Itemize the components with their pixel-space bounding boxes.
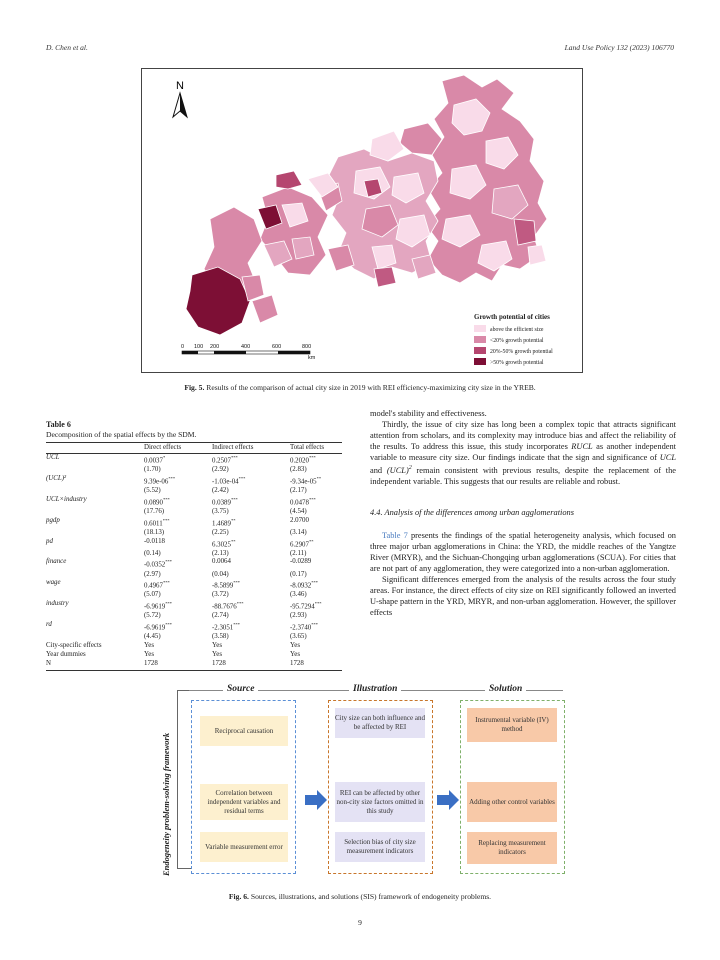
row-variable: industry xyxy=(46,600,69,608)
vertical-label: Endogeneity problem-solving framework xyxy=(161,732,171,876)
table-cell: -2.3051*** xyxy=(212,622,240,632)
table-cell-se: (2.92) xyxy=(212,466,229,474)
legend-label: >50% growth potential xyxy=(490,360,544,366)
fig5-caption xyxy=(60,383,660,392)
source-item: Variable measurement error xyxy=(200,832,288,862)
table-cell: 9.39e-06*** xyxy=(144,475,176,486)
arrow-right-icon xyxy=(305,790,327,810)
table-cell: 0.6011*** xyxy=(144,517,170,527)
table-row-se xyxy=(46,591,342,600)
table-footer-row xyxy=(46,660,342,671)
section-heading: 4.4. Analysis of the differences among urban agglomerations xyxy=(370,508,575,518)
table-cell: -8.5899*** xyxy=(212,580,240,590)
table-cell: -1.03e-04*** xyxy=(212,475,246,486)
table-cell-se: (17.76) xyxy=(144,507,165,515)
table-cell: 1.4689** xyxy=(212,517,236,527)
table-row xyxy=(46,496,342,508)
row-variable: pd xyxy=(46,537,53,545)
table-cell-se: (2.13) xyxy=(212,549,229,557)
paragraph: model's stability and effectiveness. xyxy=(370,409,487,418)
illustration-item: Selection bias of city size measurement indicators xyxy=(335,832,425,862)
table-cell: 0.2020*** xyxy=(290,455,316,465)
table-cell-se: (3.72) xyxy=(212,591,229,599)
table-cell-se: (18.13) xyxy=(144,528,165,536)
table-row-se xyxy=(46,612,342,621)
column-header: Total effects xyxy=(290,443,342,454)
scale-tick: 400 xyxy=(241,344,251,350)
table-cell-se: (4.54) xyxy=(290,507,307,515)
table-header-row xyxy=(46,443,342,454)
table-cell-se: (5.72) xyxy=(144,612,161,620)
paragraph-differences: Significant differences emerged from the analysis of the results across the four study areas. For instance, the direct effects of city size on REI significantly followed an inverted U-shape pattern in the YRD, MRYR, and non-urban agglomeration. However, the spillover effects xyxy=(370,574,676,618)
column-header: Indirect effects xyxy=(212,443,290,454)
table-cell: -6.9619*** xyxy=(144,622,172,632)
scale-tick: 600 xyxy=(272,344,282,350)
table-cell: Yes xyxy=(144,642,155,650)
source-item: Correlation between independent variables and residual terms xyxy=(200,784,288,820)
table-cell: 2.0700 xyxy=(290,516,309,524)
legend-swatch xyxy=(474,336,486,343)
row-variable: (UCL)² xyxy=(46,474,67,482)
table-cell-se: (2.93) xyxy=(290,612,307,620)
table-cell: 6.3025** xyxy=(212,538,236,548)
table-row-se xyxy=(46,466,342,475)
row-variable: UCL×industry xyxy=(46,495,87,503)
table-cell: -95.7294*** xyxy=(290,601,322,611)
table-cell-se: (4.45) xyxy=(144,633,161,641)
table-cell: Yes xyxy=(290,650,301,658)
scale-bar xyxy=(181,344,316,361)
table-cell-se: (5.07) xyxy=(144,591,161,599)
table-cell-se: (5.52) xyxy=(144,486,161,494)
table-cell: 0.4967*** xyxy=(144,580,170,590)
table-cell-se: (3.58) xyxy=(212,633,229,641)
sis-framework xyxy=(163,686,563,884)
fig6-caption xyxy=(60,892,660,901)
solution-item: Instrumental variable (IV) method xyxy=(467,708,557,742)
table-cell-se: (3.14) xyxy=(290,528,307,536)
legend-label: <20% growth potential xyxy=(490,338,544,344)
table-cell-se: (2.42) xyxy=(212,486,229,494)
scale-tick: 800 xyxy=(302,344,312,350)
illustration-item: City size can both influence and be affected by REI xyxy=(335,708,425,738)
illustration-header: Illustration xyxy=(349,684,401,694)
fig5-label: Fig. 5. xyxy=(184,383,205,392)
table-cell: Yes xyxy=(290,642,301,650)
table-cell: -0.0289 xyxy=(290,558,312,566)
illustration-item: REI can be affected by other non-city size factors omitted in this study xyxy=(335,782,425,822)
yreb-map xyxy=(142,69,582,372)
table-footer-row xyxy=(46,651,342,660)
table-cell: 0.0890*** xyxy=(144,496,170,507)
table-row xyxy=(46,454,342,467)
table-row xyxy=(46,538,342,550)
map-legend xyxy=(474,313,553,366)
table-row-se xyxy=(46,633,342,642)
table-cell: Yes xyxy=(144,650,155,658)
table-cell-se: (0.14) xyxy=(144,549,161,557)
table-cell-se: (3.46) xyxy=(290,591,307,599)
legend-title: Growth potential of cities xyxy=(474,313,550,321)
table-cell-se: (0.04) xyxy=(212,570,229,578)
table-cell: -0.0352*** xyxy=(144,559,172,569)
scale-tick: 0 xyxy=(181,344,185,350)
table-cell: -6.9619*** xyxy=(144,601,172,611)
paragraph-robustness: Thirdly, the issue of city size has long been a complex topic that attracts significant attention from scholars, and its complexity may introduce bias and affect the reliability of the results. To address this issue, this study incorporates RUCL as another independent variable to measure city size. Our findings indicate that the sign and significance of UCL and (UCL)$^2$ remain consistent with previous results, despite the replacement of the independent variable. This suggests that our results are reliable and robust. xyxy=(370,420,676,487)
legend-swatch xyxy=(474,347,486,354)
table-cell: -88.7676*** xyxy=(212,601,244,611)
row-variable: finance xyxy=(46,558,67,566)
table-cell: 0.2507*** xyxy=(212,455,238,465)
running-header-authors: D. Chen et al. xyxy=(46,43,88,52)
table6-title: Table 6 xyxy=(46,420,71,429)
row-variable: pgdp xyxy=(46,516,60,524)
legend-label: 20%-50% growth potential xyxy=(490,349,553,355)
column-header: Direct effects xyxy=(144,443,212,454)
footer-label: City-specific effects xyxy=(46,642,102,650)
paragraph-heterogeneity: Table 7 presents the findings of the spatial heterogeneity analysis, which focused on three major urban agglomerations in China: the YRD, the middle reaches of the Yangtze River (MRYR), and the Sichuan-Chongqing urban agglomerations (SCUA). For cities that are not part of any agglomeration, they were categorized into a non-urban agglomeration. xyxy=(370,530,676,573)
table6 xyxy=(46,442,342,671)
solution-item: Adding other control variables xyxy=(467,782,557,822)
table-cell: -8.0932*** xyxy=(290,580,318,590)
solution-header: Solution xyxy=(485,684,526,694)
running-header-journal: Land Use Policy 132 (2023) 106770 xyxy=(564,43,674,52)
fig6-text: Sources, illustrations, and solutions (SIS) framework of endogeneity problems. xyxy=(250,892,492,901)
solution-item: Replacing measurement indicators xyxy=(467,832,557,864)
row-variable: UCL xyxy=(46,454,60,461)
table-row-se xyxy=(46,508,342,517)
footer-label: N xyxy=(46,659,51,667)
table-cell-se: (3.65) xyxy=(290,633,307,641)
table-cell: 0.0064 xyxy=(212,558,231,566)
table-cell: Yes xyxy=(212,650,223,658)
table-row-se xyxy=(46,550,342,559)
table-cell: -2.3740*** xyxy=(290,622,318,632)
legend-swatch xyxy=(474,358,486,365)
table6-subtitle: Decomposition of the spatial effects by the SDM. xyxy=(46,430,197,439)
table-cell-se: (2.97) xyxy=(144,570,161,578)
table-cell-se: (0.17) xyxy=(290,570,307,578)
table-cell-se: (2.74) xyxy=(212,612,229,620)
table-row xyxy=(46,558,342,570)
footer-label: Year dummies xyxy=(46,650,86,658)
map-regions xyxy=(186,75,547,335)
table-cell: 0.0478*** xyxy=(290,496,316,507)
table-cell: Yes xyxy=(212,642,223,650)
row-variable: rd xyxy=(46,621,52,629)
table-row xyxy=(46,579,342,591)
source-header: Source xyxy=(223,684,258,694)
table-row-se xyxy=(46,487,342,496)
scale-tick: 100 xyxy=(194,344,204,350)
table6-block xyxy=(46,420,346,671)
north-label: N xyxy=(176,80,184,92)
source-item: Reciprocal causation xyxy=(200,716,288,746)
table-cell-se: (2.25) xyxy=(212,528,229,536)
row-variable: wage xyxy=(46,579,61,587)
table-cell-se: (2.17) xyxy=(290,486,307,494)
table-row xyxy=(46,600,342,612)
table-cell: 1728 xyxy=(290,659,304,667)
column-header xyxy=(46,443,144,454)
table-cell: 1728 xyxy=(144,659,158,667)
table-cell-se: (3.75) xyxy=(212,507,229,515)
fig6-label: Fig. 6. xyxy=(228,892,249,901)
table-cell: 0.0389*** xyxy=(212,496,238,507)
right-column xyxy=(370,408,676,618)
scale-unit: km xyxy=(308,355,316,361)
table-cell-se: (2.83) xyxy=(290,466,307,474)
page-number: 9 xyxy=(358,918,362,927)
vertical-label-box xyxy=(158,686,172,884)
table-cell: -9.34e-05** xyxy=(290,475,322,486)
table7-link[interactable]: Table 7 xyxy=(382,530,408,540)
table-cell: 6.2907** xyxy=(290,538,314,548)
arrow-right-icon xyxy=(437,790,459,810)
table-footer-row xyxy=(46,642,342,651)
table-row xyxy=(46,621,342,633)
table-row xyxy=(46,517,342,529)
legend-label: above the efficient size xyxy=(490,327,544,333)
legend-swatch xyxy=(474,325,486,332)
map-figure xyxy=(141,68,583,373)
scale-tick: 200 xyxy=(210,344,220,350)
table-cell-se: (2.11) xyxy=(290,549,307,557)
fig5-text: Results of the comparison of actual city size in 2019 with REI efficiency-maximizing city size in the YREB. xyxy=(206,383,536,392)
table-cell: -0.0118 xyxy=(144,537,165,545)
table-row-se xyxy=(46,529,342,538)
table6-body xyxy=(46,454,342,671)
table-cell: 0.0037* xyxy=(144,455,166,465)
table-cell: 1728 xyxy=(212,659,226,667)
table-row xyxy=(46,475,342,487)
table-cell-se: (1.70) xyxy=(144,466,161,474)
table-row-se xyxy=(46,571,342,580)
